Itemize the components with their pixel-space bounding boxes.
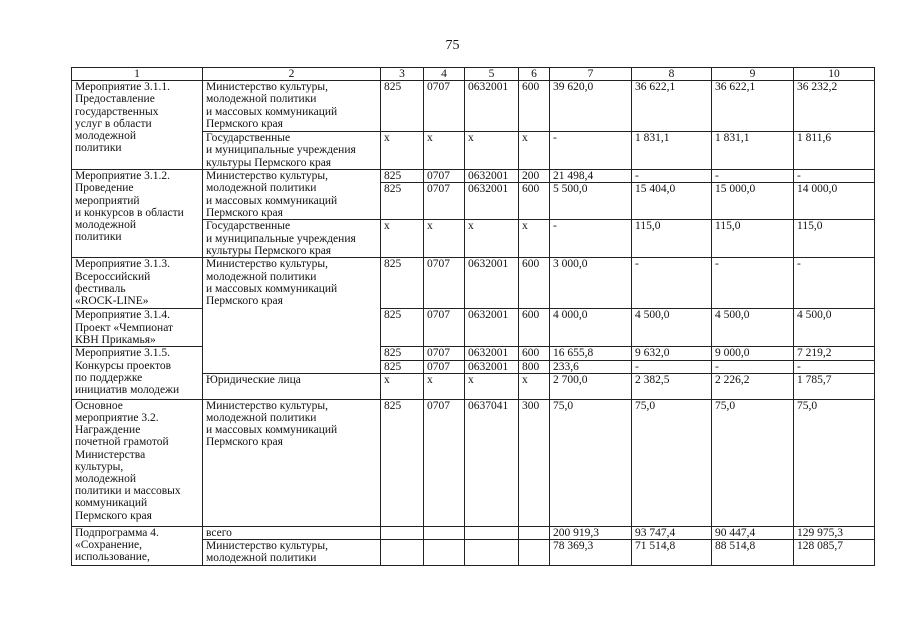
section-code-cell: 0707: [424, 170, 465, 183]
amount-cell: 115,0: [632, 220, 712, 258]
header-cell: 4: [424, 68, 465, 81]
section-code-cell: 0707: [424, 309, 465, 347]
activity-line: политики и массовых: [75, 485, 181, 498]
ministry-code-cell: 825: [381, 347, 424, 360]
organization-cell: [203, 258, 381, 373]
activity-line: использование,: [75, 551, 150, 564]
organization-line: Пермского края: [206, 436, 283, 449]
amount-cell: 15 000,0: [712, 183, 794, 220]
amount-cell: 75,0: [550, 399, 632, 526]
amount-cell: -: [712, 360, 794, 373]
amount-cell: 36 232,2: [794, 81, 875, 132]
ministry-code-cell: x: [381, 220, 424, 258]
amount-cell: 129 975,3: [794, 526, 875, 539]
ministry-code-cell: 825: [381, 183, 424, 220]
expense-type-cell: x: [519, 220, 550, 258]
organization-line: и массовых коммуникаций: [206, 105, 338, 118]
amount-cell: -: [632, 258, 712, 309]
activity-line: Основное: [75, 399, 123, 412]
organization-cell: [203, 81, 381, 132]
amount-cell: 15 404,0: [632, 183, 712, 220]
activity-line: политики: [75, 231, 122, 244]
target-item-cell: 0632001: [465, 183, 519, 220]
amount-cell: 1 785,7: [794, 373, 875, 399]
organization-line: молодежной политики: [206, 182, 317, 195]
page-number: 75: [445, 38, 460, 53]
section-code-cell: 0707: [424, 399, 465, 526]
amount-cell: 93 747,4: [632, 526, 712, 539]
activity-line: по поддержке: [75, 371, 143, 384]
organization-line: культуры Пермского края: [206, 244, 332, 257]
target-item-cell: 0632001: [465, 170, 519, 183]
activity-cell: [72, 258, 203, 309]
amount-cell: 115,0: [794, 220, 875, 258]
amount-cell: -: [794, 170, 875, 183]
organization-cell: [203, 399, 381, 526]
activity-line: и конкурсов в области: [75, 206, 184, 219]
organization-line: и массовых коммуникаций: [206, 194, 338, 207]
target-item-cell: 0632001: [465, 360, 519, 373]
ministry-code-cell: 825: [381, 309, 424, 347]
table-row: [72, 309, 875, 347]
organization-line: всего: [206, 526, 232, 539]
activity-line: мероприятий: [75, 194, 140, 207]
target-item-cell: 0632001: [465, 309, 519, 347]
amount-cell: 2 700,0: [550, 373, 632, 399]
table-row: [72, 170, 875, 183]
amount-cell: 75,0: [712, 399, 794, 526]
ministry-code-cell: 825: [381, 258, 424, 309]
amount-cell: 71 514,8: [632, 540, 712, 566]
section-code-cell: 0707: [424, 258, 465, 309]
table-row: [72, 81, 875, 132]
header-cell: 7: [550, 68, 632, 81]
ministry-code-cell: x: [381, 132, 424, 170]
header-cell: 6: [519, 68, 550, 81]
activity-cell: [72, 399, 203, 526]
amount-cell: 115,0: [712, 220, 794, 258]
header-cell: 10: [794, 68, 875, 81]
organization-cell: [203, 540, 381, 566]
activity-line: Мероприятие 3.1.4.: [75, 309, 171, 322]
target-item-cell: 0637041: [465, 399, 519, 526]
amount-cell: 4 500,0: [632, 309, 712, 347]
activity-line: Предоставление: [75, 93, 155, 106]
expense-type-cell: x: [519, 373, 550, 399]
section-code-cell: x: [424, 373, 465, 399]
section-code-cell: 0707: [424, 81, 465, 132]
expense-type-cell: [519, 526, 550, 539]
organization-line: молодежной политики: [206, 93, 317, 106]
amount-cell: 16 655,8: [550, 347, 632, 360]
organization-line: молодежной политики: [206, 270, 317, 283]
activity-line: молодежной: [75, 218, 136, 231]
amount-cell: -: [712, 170, 794, 183]
activity-line: Проведение: [75, 182, 134, 195]
activity-line: Министерства: [75, 448, 146, 461]
organization-line: Государственные: [206, 132, 291, 145]
amount-cell: 36 622,1: [632, 81, 712, 132]
amount-cell: -: [550, 132, 632, 170]
target-item-cell: 0632001: [465, 258, 519, 309]
amount-cell: -: [794, 360, 875, 373]
amount-cell: 4 500,0: [794, 309, 875, 347]
organization-cell: [203, 170, 381, 220]
table-row: [72, 258, 875, 309]
organization-line: и массовых коммуникаций: [206, 282, 338, 295]
ministry-code-cell: 825: [381, 81, 424, 132]
header-cell: 1: [72, 68, 203, 81]
header-cell: 9: [712, 68, 794, 81]
activity-line: государственных: [75, 105, 159, 118]
activity-line: коммуникаций: [75, 497, 148, 510]
organization-line: культуры Пермского края: [206, 156, 332, 169]
target-item-cell: 0632001: [465, 81, 519, 132]
header-cell: 2: [203, 68, 381, 81]
activity-cell: [72, 170, 203, 258]
target-item-cell: x: [465, 132, 519, 170]
amount-cell: -: [632, 360, 712, 373]
amount-cell: 3 000,0: [550, 258, 632, 309]
activity-cell: [72, 309, 203, 347]
expense-type-cell: 800: [519, 360, 550, 373]
amount-cell: 1 831,1: [632, 132, 712, 170]
ministry-code-cell: [381, 540, 424, 566]
amount-cell: 75,0: [794, 399, 875, 526]
expense-type-cell: 200: [519, 170, 550, 183]
amount-cell: 1 811,6: [794, 132, 875, 170]
section-code-cell: 0707: [424, 347, 465, 360]
amount-cell: -: [632, 170, 712, 183]
organization-line: молодежной политики: [206, 412, 317, 424]
activity-line: Конкурсы проектов: [75, 359, 172, 372]
activity-line: услуг в области: [75, 117, 152, 130]
amount-cell: 5 500,0: [550, 183, 632, 220]
activity-cell: [72, 347, 203, 399]
organization-line: Министерство культуры,: [206, 81, 328, 94]
header-cell: 3: [381, 68, 424, 81]
amount-cell: -: [712, 258, 794, 309]
organization-line: Пермского края: [206, 294, 283, 307]
organization-line: Пермского края: [206, 206, 283, 219]
activity-line: Мероприятие 3.1.5.: [75, 347, 171, 360]
activity-line: Мероприятие 3.1.3.: [75, 258, 171, 271]
organization-line: Юридические лица: [206, 373, 301, 386]
amount-cell: 88 514,8: [712, 540, 794, 566]
activity-line: мероприятие 3.2.: [75, 412, 159, 424]
activity-line: фестиваль: [75, 282, 126, 295]
activity-line: Проект «Чемпионат: [75, 321, 174, 334]
activity-line: Награждение: [75, 424, 141, 437]
activity-line: молодежной: [75, 129, 136, 142]
amount-cell: 2 226,2: [712, 373, 794, 399]
organization-cell: [203, 526, 381, 539]
activity-cell: [72, 526, 203, 565]
ministry-code-cell: 825: [381, 360, 424, 373]
amount-cell: 4 500,0: [712, 309, 794, 347]
activity-line: политики: [75, 142, 122, 155]
activity-line: почетной грамотой: [75, 436, 169, 449]
amount-cell: 75,0: [632, 399, 712, 526]
activity-line: КВН Прикамья»: [75, 333, 156, 346]
organization-line: Государственные: [206, 220, 291, 233]
activity-line: Пермского края: [75, 509, 152, 522]
amount-cell: -: [550, 220, 632, 258]
expense-type-cell: 600: [519, 81, 550, 132]
expense-type-cell: 300: [519, 399, 550, 526]
expense-type-cell: [519, 540, 550, 566]
section-code-cell: [424, 526, 465, 539]
organization-line: Министерство культуры,: [206, 399, 328, 412]
table-row: [72, 347, 875, 360]
amount-cell: 2 382,5: [632, 373, 712, 399]
amount-cell: 128 085,7: [794, 540, 875, 566]
activity-line: Мероприятие 3.1.1.: [75, 81, 171, 94]
activity-line: «Сохранение,: [75, 539, 143, 551]
amount-cell: 39 620,0: [550, 81, 632, 132]
section-code-cell: 0707: [424, 183, 465, 220]
section-code-cell: 0707: [424, 360, 465, 373]
header-cell: 5: [465, 68, 519, 81]
amount-cell: 233,6: [550, 360, 632, 373]
activity-line: культуры,: [75, 460, 124, 473]
amount-cell: 200 919,3: [550, 526, 632, 539]
ministry-code-cell: [381, 526, 424, 539]
activity-line: Мероприятие 3.1.2.: [75, 170, 171, 183]
target-item-cell: x: [465, 373, 519, 399]
activity-line: «ROCK-LINE»: [75, 294, 149, 307]
section-code-cell: x: [424, 132, 465, 170]
target-item-cell: [465, 526, 519, 539]
table-row: [72, 526, 875, 539]
amount-cell: 1 831,1: [712, 132, 794, 170]
organization-line: Министерство культуры,: [206, 258, 328, 271]
target-item-cell: 0632001: [465, 347, 519, 360]
amount-cell: 78 369,3: [550, 540, 632, 566]
amount-cell: 7 219,2: [794, 347, 875, 360]
amount-cell: 9 632,0: [632, 347, 712, 360]
amount-cell: 4 000,0: [550, 309, 632, 347]
header-row: [72, 68, 875, 81]
activity-cell: [72, 81, 203, 170]
target-item-cell: x: [465, 220, 519, 258]
expense-type-cell: x: [519, 132, 550, 170]
organization-cell: [203, 373, 381, 399]
organization-cell: [203, 132, 381, 170]
header-cell: 8: [632, 68, 712, 81]
organization-line: Пермского края: [206, 117, 283, 130]
organization-line: Министерство культуры,: [206, 170, 328, 183]
section-code-cell: x: [424, 220, 465, 258]
activity-line: молодежной: [75, 472, 136, 485]
organization-line: Министерство культуры,: [206, 540, 328, 553]
organization-line: и массовых коммуникаций: [206, 424, 338, 437]
ministry-code-cell: 825: [381, 170, 424, 183]
expense-type-cell: 600: [519, 183, 550, 220]
organization-line: молодежной политики: [206, 552, 317, 565]
amount-cell: 36 622,1: [712, 81, 794, 132]
expense-type-cell: 600: [519, 309, 550, 347]
amount-cell: 90 447,4: [712, 526, 794, 539]
activity-line: Всероссийский: [75, 270, 151, 283]
ministry-code-cell: x: [381, 373, 424, 399]
amount-cell: -: [794, 258, 875, 309]
ministry-code-cell: 825: [381, 399, 424, 526]
organization-cell: [203, 220, 381, 258]
activity-line: инициатив молодежи: [75, 383, 180, 396]
table-row: [72, 399, 875, 526]
section-code-cell: [424, 540, 465, 566]
expense-type-cell: 600: [519, 258, 550, 309]
organization-line: и муниципальные учреждения: [206, 144, 356, 157]
budget-table: [71, 67, 875, 566]
activity-line: Подпрограмма 4.: [75, 526, 159, 539]
amount-cell: 9 000,0: [712, 347, 794, 360]
amount-cell: 14 000,0: [794, 183, 875, 220]
organization-line: и муниципальные учреждения: [206, 232, 356, 245]
expense-type-cell: 600: [519, 347, 550, 360]
amount-cell: 21 498,4: [550, 170, 632, 183]
target-item-cell: [465, 540, 519, 566]
